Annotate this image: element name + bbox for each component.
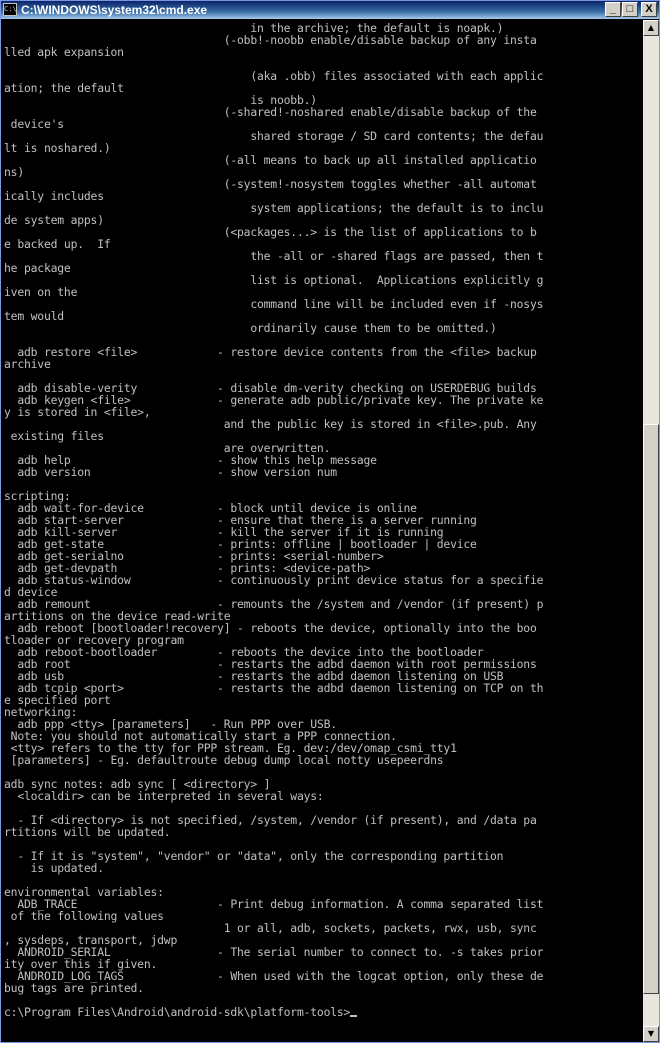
console-line: ation; the default (4, 81, 124, 95)
console-line: networking: (4, 705, 78, 719)
console-line: adb disable-verity - disable dm-verity checking on USERDEBUG builds (4, 381, 537, 395)
console-line: adb remount - remounts the /system and /vendor (if present) p (4, 597, 544, 611)
console-line: adb reboot-bootloader - reboots the device into the bootloader (4, 645, 484, 659)
console-line: adb get-devpath - prints: <device-path> (4, 561, 371, 575)
console-line: iven on the (4, 285, 78, 299)
console-line: e specified port (4, 693, 111, 707)
close-button[interactable]: X (641, 2, 657, 17)
console-line: device's (4, 117, 64, 131)
console-line: y is stored in <file>, (4, 405, 151, 419)
console-output[interactable] (2, 20, 642, 1042)
console-line: (-shared!-noshared enable/disable backup of the (4, 105, 537, 119)
console-line: ity over this if given. (4, 957, 158, 971)
console-line: is noobb.) (4, 93, 317, 107)
scroll-down-button[interactable]: ▼ (643, 1026, 659, 1042)
console-line: in the archive; the default is noapk.) (4, 21, 504, 35)
console-line: Note: you should not automatically start a PPP connection. (4, 729, 397, 743)
console-line: e backed up. If (4, 237, 111, 251)
console-line: adb tcpip <port> - restarts the adbd daemon listening on TCP on th (4, 681, 544, 695)
console-line: system applications; the default is to inclu (4, 201, 544, 215)
console-line: adb get-state - prints: offline | bootloader | device (4, 537, 477, 551)
console-line: - If it is "system", "vendor" or "data", only the corresponding partition (4, 849, 504, 863)
console-line: , sysdeps, transport, jdwp (4, 933, 178, 947)
console-line: (-obb!-noobb enable/disable backup of any insta (4, 33, 537, 47)
console-line: environmental variables: (4, 885, 164, 899)
console-line: <tty> refers to the tty for PPP stream. Eg. dev:/dev/omap_csmi_tty1 (4, 741, 457, 755)
console-line: adb status-window - continuously print device status for a specifie (4, 573, 544, 587)
console-line: (-all means to back up all installed applicatio (4, 153, 537, 167)
console-line: list is optional. Applications explicitly g (4, 273, 544, 287)
console-line: 1 or all, adb, sockets, packets, rwx, usb, sync (4, 921, 537, 935)
console-line: adb help - show this help message (4, 453, 377, 467)
console-line: are overwritten. (4, 441, 331, 455)
console-line: the -all or -shared flags are passed, then t (4, 249, 544, 263)
console-line: adb sync notes: adb sync [ <directory> ] (4, 777, 271, 791)
console-line: lled apk expansion (4, 45, 124, 59)
console-line: ordinarily cause them to be omitted.) (4, 321, 497, 335)
console-line: of the following values (4, 909, 164, 923)
console-line: ANDROID_SERIAL - The serial number to connect to. -s takes prior (4, 945, 544, 959)
console-line: de system apps) (4, 213, 104, 227)
window-title: C:\WINDOWS\system32\cmd.exe (21, 3, 208, 17)
console-line: adb keygen <file> - generate adb public/private key. The private ke (4, 393, 544, 407)
console-line: (<packages...> is the list of applications to b (4, 225, 537, 239)
console-line: tem would (4, 309, 64, 323)
console-line: adb restore <file> - restore device contents from the <file> backup (4, 345, 537, 359)
maximize-button[interactable]: □ (622, 2, 638, 17)
console-line: ANDROID_LOG_TAGS - When used with the logcat option, only these de (4, 969, 544, 983)
console-line: ns) (4, 165, 24, 179)
title-bar[interactable] (1, 1, 659, 19)
console-line: tloader or recovery program (4, 633, 184, 647)
console-line: adb get-serialno - prints: <serial-number> (4, 549, 384, 563)
console-line: adb start-server - ensure that there is a server running (4, 513, 477, 527)
console-line: scripting: (4, 489, 71, 503)
console-line: <localdir> can be interpreted in several ways: (4, 789, 324, 803)
console-line: existing files (4, 429, 104, 443)
console-line: adb ppp <tty> [parameters] - Run PPP over USB. (4, 717, 337, 731)
scroll-thumb[interactable] (643, 424, 659, 994)
console-line: shared storage / SD card contents; the defau (4, 129, 544, 143)
console-line: ically includes (4, 189, 104, 203)
console-line: adb wait-for-device - block until device is online (4, 501, 417, 515)
console-line: command line will be included even if -nosys (4, 297, 544, 311)
console-line: [parameters] - Eg. defaultroute debug dump local notty usepeerdns (4, 753, 444, 767)
console-line: and the public key is stored in <file>.pub. Any (4, 417, 537, 431)
minimize-button[interactable]: _ (605, 2, 621, 17)
console-line: adb root - restarts the adbd daemon with root permissions (4, 657, 537, 671)
console-line: - If <directory> is not specified, /system, /vendor (if present), and /data pa (4, 813, 537, 827)
console-line: he package (4, 261, 71, 275)
console-line: rtitions will be updated. (4, 825, 171, 839)
console-line: artitions on the device read-write (4, 609, 231, 623)
console-line: d device (4, 585, 58, 599)
console-line: bug tags are printed. (4, 981, 144, 995)
cmd-app-icon[interactable]: C:\ (3, 3, 17, 16)
console-line: archive (4, 357, 51, 371)
console-line: lt is noshared.) (4, 141, 111, 155)
console-line: adb version - show version num (4, 465, 337, 479)
console-line: is updated. (4, 861, 104, 875)
console-line: (aka .obb) files associated with each applic (4, 69, 544, 83)
console-line: ADB_TRACE - Print debug information. A comma separated list (4, 897, 544, 911)
console-line: adb reboot [bootloader!recovery] - reboots the device, optionally into the boo (4, 621, 537, 635)
console-line: (-system!-nosystem toggles whether -all automat (4, 177, 537, 191)
vertical-scrollbar[interactable] (643, 20, 659, 1042)
console-line: adb kill-server - kill the server if it is running (4, 525, 444, 539)
scroll-up-button[interactable]: ▲ (643, 20, 659, 36)
console-line: adb usb - restarts the adbd daemon listening on USB (4, 669, 504, 683)
text-cursor (350, 1015, 357, 1017)
command-prompt[interactable]: c:\Program Files\Android\android-sdk\platform-tools> (4, 1006, 357, 1018)
